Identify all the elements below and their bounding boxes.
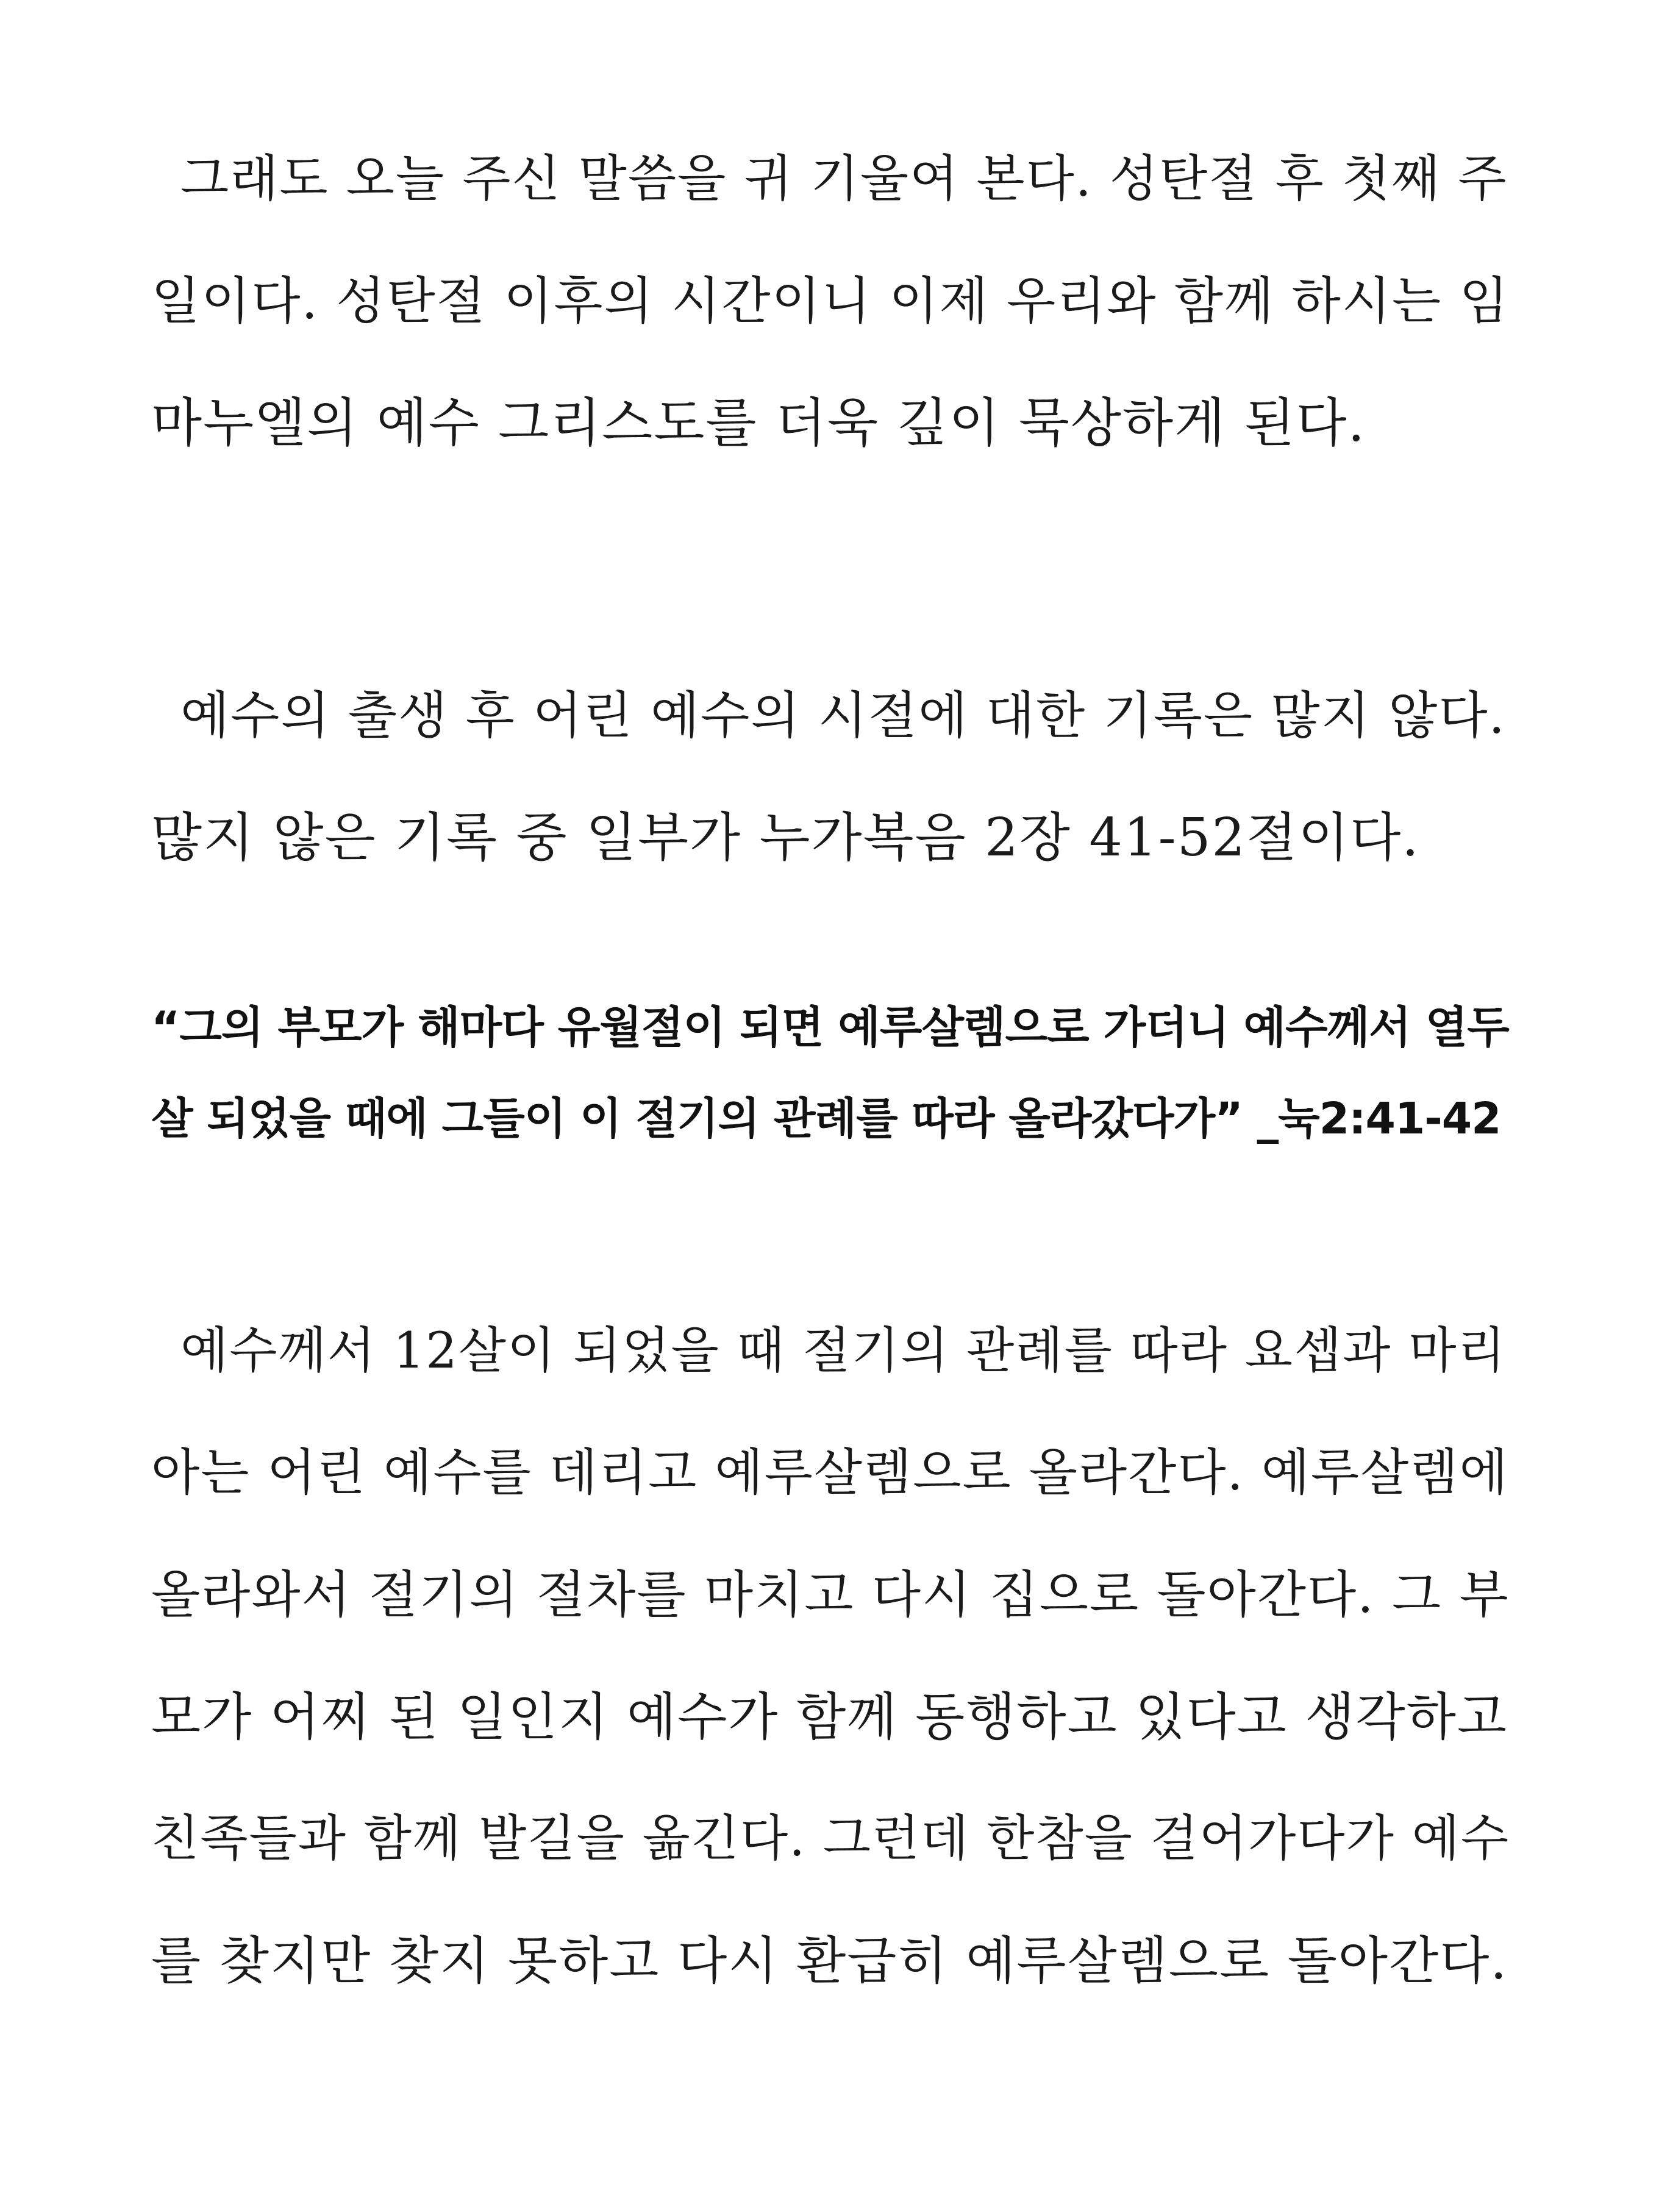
paragraph-1 (151, 118, 1517, 484)
quote-line: 살 되었을 때에 그들이 이 절기의 관례를 따라 올라갔다가” _눅2:41-42 (151, 1093, 1501, 1144)
paragraph-line: 를 찾지만 찾지 못하고 다시 환급히 예루살렘으로 돌아간다. (151, 1931, 1508, 1991)
paragraph-line: 아는 어린 예수를 데리고 예루살렘으로 올라간다. 예루살렘에 (151, 1444, 1509, 1502)
paragraph-line: 올라와서 절기의 절차를 마치고 다시 집으로 돌아간다. 그 부 (151, 1565, 1510, 1624)
paragraph-line: 예수의 출생 후 어린 예수의 시절에 대한 기록은 많지 않다. (180, 686, 1506, 745)
paragraph-line: 예수께서 12살이 되었을 때 절기의 관례를 따라 요셉과 마리 (180, 1322, 1507, 1380)
paragraph-line: 친족들과 함께 발길을 옮긴다. 그런데 한참을 걸어가다가 예수 (151, 1810, 1510, 1868)
paragraph-line: 많지 않은 기록 중 일부가 누가복음 2장 41-52절이다. (151, 807, 1420, 868)
paragraph-line: 모가 어찌 된 일인지 예수가 함께 동행하고 있다고 생각하고 (151, 1687, 1508, 1747)
paragraph-line: 마누엘의 예수 그리스도를 더욱 깊이 묵상하게 된다. (151, 393, 1366, 454)
quote-line: “그의 부모가 해마다 유월절이 되면 예루살렘으로 가더니 예수께서 열두 (151, 1002, 1509, 1053)
paragraph-line: 일이다. 성탄절 이후의 시간이니 이제 우리와 함께 하시는 임 (151, 271, 1510, 330)
scripture-quote (151, 982, 1517, 1165)
paragraph-line: 그래도 오늘 주신 말씀을 귀 기울여 본다. 성탄절 후 첫째 주 (180, 150, 1508, 208)
paragraph-2 (151, 655, 1517, 899)
paragraph-3 (151, 1290, 1517, 2022)
